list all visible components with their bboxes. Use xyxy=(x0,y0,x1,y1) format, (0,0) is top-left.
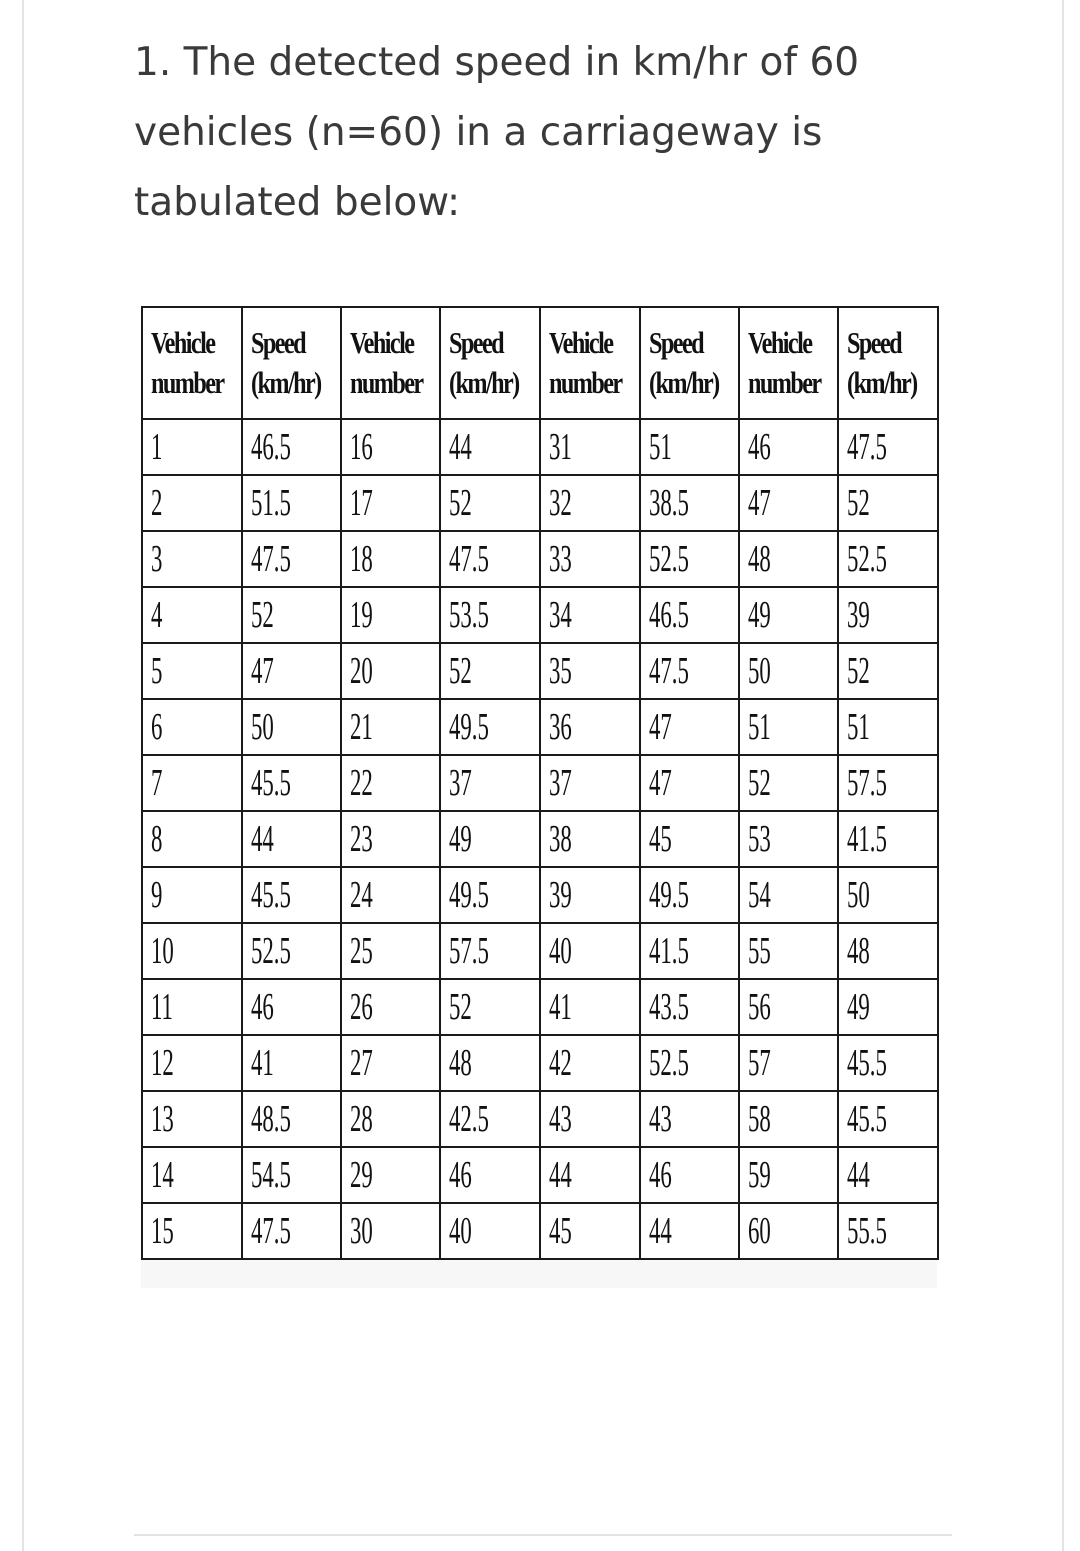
vehicle-number-cell xyxy=(540,587,640,643)
cell-value: 44 xyxy=(449,426,472,468)
table-header-row xyxy=(142,307,938,419)
vehicle-number-cell xyxy=(739,923,838,979)
header-line-2: (km/hr) xyxy=(251,365,321,400)
vehicle-number-cell xyxy=(142,643,242,699)
vehicle-number-cell xyxy=(142,1035,242,1091)
cell-value: 51 xyxy=(847,706,870,748)
cell-value: 15 xyxy=(151,1210,174,1252)
speed-cell xyxy=(242,1091,341,1147)
speed-cell xyxy=(640,531,739,587)
cell-value: 53.5 xyxy=(449,594,489,636)
header-line-2: (km/hr) xyxy=(449,365,519,400)
vehicle-number-cell xyxy=(341,1035,440,1091)
speed-cell xyxy=(242,1203,341,1259)
speed-cell xyxy=(838,1203,938,1259)
cell-value: 38 xyxy=(549,818,572,860)
vehicle-number-cell xyxy=(739,475,838,531)
speed-cell xyxy=(640,755,739,811)
vehicle-number-cell xyxy=(540,699,640,755)
vehicle-number-cell xyxy=(341,867,440,923)
vehicle-number-cell xyxy=(341,923,440,979)
table-body xyxy=(142,419,938,1259)
cell-value: 50 xyxy=(748,650,771,692)
vehicle-number-cell xyxy=(142,979,242,1035)
cell-value: 51 xyxy=(649,426,672,468)
vehicle-number-cell xyxy=(341,1091,440,1147)
header-speed xyxy=(640,307,739,419)
cell-value: 22 xyxy=(350,762,373,804)
speed-cell xyxy=(838,643,938,699)
cell-value: 51 xyxy=(748,706,771,748)
cell-value: 4 xyxy=(151,594,163,636)
speed-cell xyxy=(242,867,341,923)
header-line-1: Speed xyxy=(847,325,902,360)
speed-cell xyxy=(640,1147,739,1203)
speed-cell xyxy=(242,979,341,1035)
vehicle-number-cell xyxy=(142,699,242,755)
speed-cell xyxy=(838,587,938,643)
cell-value: 42 xyxy=(549,1042,572,1084)
cell-value: 43 xyxy=(549,1098,572,1140)
table-row xyxy=(142,643,938,699)
speed-cell xyxy=(838,755,938,811)
cell-value: 45.5 xyxy=(847,1042,887,1084)
header-vehicle-number xyxy=(540,307,640,419)
cell-value: 28 xyxy=(350,1098,373,1140)
cell-value: 25 xyxy=(350,930,373,972)
header-vehicle-number xyxy=(142,307,242,419)
speed-cell xyxy=(242,699,341,755)
cell-value: 17 xyxy=(350,482,373,524)
speed-cell xyxy=(440,531,540,587)
cell-value: 14 xyxy=(151,1154,174,1196)
vehicle-number-cell xyxy=(142,531,242,587)
cell-value: 49 xyxy=(449,818,472,860)
speed-cell xyxy=(440,419,540,475)
cell-value: 32 xyxy=(549,482,572,524)
vehicle-number-cell xyxy=(540,1091,640,1147)
cell-value: 41 xyxy=(549,986,572,1028)
header-line-1: Vehicle xyxy=(748,325,812,360)
speed-cell xyxy=(640,1203,739,1259)
divider xyxy=(134,1534,952,1536)
header-line-2: number xyxy=(549,365,622,400)
cell-value: 2 xyxy=(151,482,163,524)
cell-value: 52 xyxy=(449,482,472,524)
speed-cell xyxy=(242,531,341,587)
speed-cell xyxy=(640,419,739,475)
cell-value: 6 xyxy=(151,706,163,748)
cell-value: 43.5 xyxy=(649,986,689,1028)
cell-value: 57 xyxy=(748,1042,771,1084)
vehicle-number-cell xyxy=(739,419,838,475)
vehicle-number-cell xyxy=(341,699,440,755)
cell-value: 52 xyxy=(449,650,472,692)
speed-cell xyxy=(838,419,938,475)
cell-value: 31 xyxy=(549,426,572,468)
speed-cell xyxy=(640,587,739,643)
cell-value: 41.5 xyxy=(649,930,689,972)
cell-value: 46 xyxy=(649,1154,672,1196)
cell-value: 12 xyxy=(151,1042,174,1084)
cell-value: 41 xyxy=(251,1042,274,1084)
vehicle-number-cell xyxy=(341,475,440,531)
speed-cell xyxy=(242,587,341,643)
vehicle-number-cell xyxy=(341,587,440,643)
vehicle-number-cell xyxy=(540,811,640,867)
cell-value: 44 xyxy=(847,1154,870,1196)
cell-value: 52.5 xyxy=(649,538,689,580)
header-line-2: number xyxy=(350,365,423,400)
vehicle-number-cell xyxy=(341,811,440,867)
table-row xyxy=(142,979,938,1035)
vehicle-number-cell xyxy=(739,811,838,867)
vehicle-number-cell xyxy=(341,979,440,1035)
vehicle-number-cell xyxy=(540,755,640,811)
cell-value: 47.5 xyxy=(449,538,489,580)
question-text: 1. The detected speed in km/hr of 60 vehicles (n=60) in a carriageway is tabulated below: xyxy=(134,40,860,225)
cell-value: 45.5 xyxy=(251,762,291,804)
table-row xyxy=(142,1147,938,1203)
speed-cell xyxy=(440,1035,540,1091)
header-speed xyxy=(440,307,540,419)
speed-cell xyxy=(440,811,540,867)
table-row xyxy=(142,1091,938,1147)
speed-cell xyxy=(440,1091,540,1147)
cell-value: 36 xyxy=(549,706,572,748)
speed-cell xyxy=(440,587,540,643)
cell-value: 52 xyxy=(251,594,274,636)
cell-value: 47.5 xyxy=(251,538,291,580)
speed-cell xyxy=(440,1147,540,1203)
speed-cell xyxy=(440,979,540,1035)
cell-value: 48 xyxy=(847,930,870,972)
cell-value: 52 xyxy=(748,762,771,804)
cell-value: 49.5 xyxy=(449,874,489,916)
cell-value: 45 xyxy=(549,1210,572,1252)
cell-value: 39 xyxy=(549,874,572,916)
table-row xyxy=(142,475,938,531)
table-row xyxy=(142,1035,938,1091)
cell-value: 42.5 xyxy=(449,1098,489,1140)
vehicle-number-cell xyxy=(341,1147,440,1203)
table-row xyxy=(142,587,938,643)
vehicle-number-cell xyxy=(540,1035,640,1091)
cell-value: 1 xyxy=(151,426,163,468)
speed-cell xyxy=(838,923,938,979)
table-row xyxy=(142,1203,938,1259)
cell-value: 47.5 xyxy=(649,650,689,692)
cell-value: 54 xyxy=(748,874,771,916)
vehicle-number-cell xyxy=(142,419,242,475)
vehicle-number-cell xyxy=(540,923,640,979)
speed-cell xyxy=(640,979,739,1035)
speed-cell xyxy=(440,475,540,531)
vehicle-number-cell xyxy=(739,755,838,811)
table-row xyxy=(142,811,938,867)
cell-value: 44 xyxy=(251,818,274,860)
header-line-2: (km/hr) xyxy=(847,365,917,400)
cell-value: 7 xyxy=(151,762,163,804)
vehicle-number-cell xyxy=(739,643,838,699)
table-figure xyxy=(141,306,937,1288)
vehicle-number-cell xyxy=(739,1035,838,1091)
cell-value: 51.5 xyxy=(251,482,291,524)
speed-cell xyxy=(838,699,938,755)
cell-value: 46 xyxy=(251,986,274,1028)
cell-value: 3 xyxy=(151,538,163,580)
cell-value: 44 xyxy=(549,1154,572,1196)
speed-cell xyxy=(242,1147,341,1203)
header-line-1: Vehicle xyxy=(549,325,613,360)
cell-value: 40 xyxy=(449,1210,472,1252)
cell-value: 37 xyxy=(549,762,572,804)
vehicle-number-cell xyxy=(540,419,640,475)
vehicle-number-cell xyxy=(142,587,242,643)
table-row xyxy=(142,923,938,979)
cell-value: 52 xyxy=(847,482,870,524)
cell-value: 21 xyxy=(350,706,373,748)
cell-value: 47 xyxy=(748,482,771,524)
cell-value: 38.5 xyxy=(649,482,689,524)
cell-value: 40 xyxy=(549,930,572,972)
vehicle-number-cell xyxy=(142,923,242,979)
table-row xyxy=(142,867,938,923)
vehicle-number-cell xyxy=(341,755,440,811)
speed-cell xyxy=(242,755,341,811)
header-line-1: Vehicle xyxy=(151,325,215,360)
cell-value: 9 xyxy=(151,874,163,916)
cell-value: 44 xyxy=(649,1210,672,1252)
cell-value: 50 xyxy=(251,706,274,748)
vehicle-number-cell xyxy=(540,643,640,699)
speed-cell xyxy=(440,643,540,699)
vehicle-number-cell xyxy=(142,475,242,531)
speed-cell xyxy=(838,811,938,867)
speed-cell xyxy=(640,699,739,755)
cell-value: 41.5 xyxy=(847,818,887,860)
cell-value: 60 xyxy=(748,1210,771,1252)
speed-cell xyxy=(838,1147,938,1203)
cell-value: 54.5 xyxy=(251,1154,291,1196)
vehicle-number-cell xyxy=(142,1147,242,1203)
vehicle-number-cell xyxy=(540,1203,640,1259)
cell-value: 47 xyxy=(251,650,274,692)
vehicle-number-cell xyxy=(341,531,440,587)
cell-value: 47.5 xyxy=(251,1210,291,1252)
cell-value: 30 xyxy=(350,1210,373,1252)
cell-value: 52 xyxy=(847,650,870,692)
vehicle-number-cell xyxy=(540,867,640,923)
cell-value: 52 xyxy=(449,986,472,1028)
vehicle-number-cell xyxy=(142,1203,242,1259)
speed-cell xyxy=(242,1035,341,1091)
cell-value: 52.5 xyxy=(847,538,887,580)
speed-cell xyxy=(838,531,938,587)
speed-cell xyxy=(242,811,341,867)
vehicle-number-cell xyxy=(142,811,242,867)
cell-value: 29 xyxy=(350,1154,373,1196)
cell-value: 33 xyxy=(549,538,572,580)
cell-value: 46.5 xyxy=(251,426,291,468)
speed-cell xyxy=(242,475,341,531)
cell-value: 50 xyxy=(847,874,870,916)
cell-value: 46 xyxy=(748,426,771,468)
cell-value: 47.5 xyxy=(847,426,887,468)
speed-cell xyxy=(640,1091,739,1147)
speed-cell xyxy=(440,699,540,755)
cell-value: 47 xyxy=(649,706,672,748)
header-speed xyxy=(242,307,341,419)
vehicle-number-cell xyxy=(739,531,838,587)
speed-cell xyxy=(640,811,739,867)
speed-cell xyxy=(640,643,739,699)
speed-table xyxy=(141,306,939,1260)
speed-cell xyxy=(640,475,739,531)
vehicle-number-cell xyxy=(341,419,440,475)
cell-value: 45.5 xyxy=(251,874,291,916)
speed-cell xyxy=(242,419,341,475)
vehicle-number-cell xyxy=(739,1091,838,1147)
vehicle-number-cell xyxy=(739,979,838,1035)
header-line-1: Speed xyxy=(251,325,306,360)
cell-value: 52.5 xyxy=(649,1042,689,1084)
cell-value: 19 xyxy=(350,594,373,636)
cell-value: 43 xyxy=(649,1098,672,1140)
vehicle-number-cell xyxy=(739,867,838,923)
speed-cell xyxy=(838,475,938,531)
table-row xyxy=(142,755,938,811)
speed-cell xyxy=(640,1035,739,1091)
cell-value: 48 xyxy=(449,1042,472,1084)
cell-value: 52.5 xyxy=(251,930,291,972)
speed-cell xyxy=(440,923,540,979)
vehicle-number-cell xyxy=(739,699,838,755)
cell-value: 45 xyxy=(649,818,672,860)
cell-value: 37 xyxy=(449,762,472,804)
vehicle-number-cell xyxy=(540,531,640,587)
cell-value: 26 xyxy=(350,986,373,1028)
speed-cell xyxy=(640,923,739,979)
cell-value: 49 xyxy=(847,986,870,1028)
cell-value: 39 xyxy=(847,594,870,636)
header-line-2: (km/hr) xyxy=(649,365,719,400)
vehicle-number-cell xyxy=(540,1147,640,1203)
vehicle-number-cell xyxy=(142,755,242,811)
cell-value: 11 xyxy=(151,986,173,1028)
cell-value: 8 xyxy=(151,818,163,860)
header-vehicle-number xyxy=(739,307,838,419)
cell-value: 58 xyxy=(748,1098,771,1140)
speed-cell xyxy=(242,643,341,699)
cell-value: 16 xyxy=(350,426,373,468)
cell-value: 49.5 xyxy=(449,706,489,748)
header-line-1: Speed xyxy=(649,325,704,360)
cell-value: 55 xyxy=(748,930,771,972)
cell-value: 46.5 xyxy=(649,594,689,636)
speed-cell xyxy=(640,867,739,923)
header-line-1: Vehicle xyxy=(350,325,414,360)
cell-value: 18 xyxy=(350,538,373,580)
speed-cell xyxy=(838,979,938,1035)
table-row xyxy=(142,699,938,755)
table-row xyxy=(142,419,938,475)
vehicle-number-cell xyxy=(341,1203,440,1259)
cell-value: 20 xyxy=(350,650,373,692)
cell-value: 53 xyxy=(748,818,771,860)
cell-value: 34 xyxy=(549,594,572,636)
vehicle-number-cell xyxy=(739,1203,838,1259)
cell-value: 13 xyxy=(151,1098,174,1140)
header-vehicle-number xyxy=(341,307,440,419)
vehicle-number-cell xyxy=(341,643,440,699)
cell-value: 48.5 xyxy=(251,1098,291,1140)
cell-value: 10 xyxy=(151,930,174,972)
cell-value: 57.5 xyxy=(449,930,489,972)
vehicle-number-cell xyxy=(739,587,838,643)
cell-value: 47 xyxy=(649,762,672,804)
cell-value: 55.5 xyxy=(847,1210,887,1252)
vehicle-number-cell xyxy=(142,1091,242,1147)
cell-value: 57.5 xyxy=(847,762,887,804)
vehicle-number-cell xyxy=(540,475,640,531)
speed-cell xyxy=(838,867,938,923)
vehicle-number-cell xyxy=(540,979,640,1035)
cell-value: 35 xyxy=(549,650,572,692)
cell-value: 59 xyxy=(748,1154,771,1196)
cell-value: 27 xyxy=(350,1042,373,1084)
cell-value: 5 xyxy=(151,650,163,692)
speed-cell xyxy=(242,923,341,979)
cell-value: 23 xyxy=(350,818,373,860)
header-speed xyxy=(838,307,938,419)
speed-cell xyxy=(440,867,540,923)
vehicle-number-cell xyxy=(142,867,242,923)
cell-value: 46 xyxy=(449,1154,472,1196)
header-line-2: number xyxy=(151,365,224,400)
vehicle-number-cell xyxy=(739,1147,838,1203)
cell-value: 24 xyxy=(350,874,373,916)
header-line-1: Speed xyxy=(449,325,504,360)
cell-value: 56 xyxy=(748,986,771,1028)
cell-value: 49 xyxy=(748,594,771,636)
cell-value: 49.5 xyxy=(649,874,689,916)
cell-value: 48 xyxy=(748,538,771,580)
table-row xyxy=(142,531,938,587)
speed-cell xyxy=(440,755,540,811)
speed-cell xyxy=(838,1091,938,1147)
speed-cell xyxy=(838,1035,938,1091)
header-line-2: number xyxy=(748,365,821,400)
speed-cell xyxy=(440,1203,540,1259)
cell-value: 45.5 xyxy=(847,1098,887,1140)
